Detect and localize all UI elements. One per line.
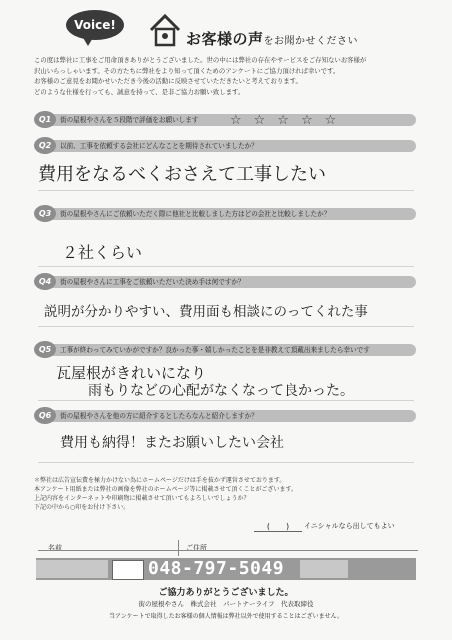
answer-rule [38, 190, 414, 191]
question-text: 工事が終わってみていかがですか？良かった事・嬉しかったことを是非教えて頂戴出来ましたら幸いです [60, 346, 370, 354]
intro-line: 沢山いらっしゃいます。その方たちに弊社をより知って頂くためのアンケートにご協力頂ければ幸いです。 [34, 66, 340, 75]
title-tail: をお聞かせください [263, 36, 359, 47]
footer-logo-area [36, 560, 108, 578]
answer-rule [38, 266, 414, 267]
publication-notes [34, 476, 424, 512]
intro-text [34, 55, 420, 97]
question-number: Q4 [34, 273, 56, 290]
question-text: 街の屋根やさんを他の方に紹介するとしたらなんと紹介しますか？ [60, 412, 258, 420]
question-number: Q2 [34, 137, 56, 154]
question-3-bar [36, 208, 416, 220]
thanks-text: ご協力ありがとうございました。 [158, 588, 294, 598]
question-1-bar [36, 114, 416, 126]
intro-line: お客様のご意見をお聞かせいただき今後の活動に反映させていただきたいと考えております。 [34, 77, 302, 86]
rating-stars[interactable]: ☆☆☆☆☆ [230, 113, 349, 128]
survey-header [62, 8, 392, 52]
question-number: Q3 [34, 205, 56, 222]
answer-5-line-2: 雨もりなどの心配がなくなって良かった。 [88, 383, 354, 399]
company-logo [112, 560, 144, 580]
field-divider [178, 540, 179, 556]
initial-label: イニシャルなら出してもよい [304, 522, 395, 530]
privacy-note: 当アンケートで取得したお客様の個人情報は弊社以外で使用することはございません。 [108, 613, 343, 620]
name-address-line [38, 550, 418, 551]
answer-3: ２社くらい [62, 243, 143, 262]
speech-bubble-tail [82, 36, 94, 46]
company-name: 街の屋根やさん 株式会社 パートナーライフ 代表取締役 [138, 600, 314, 608]
answer-rule [38, 326, 414, 327]
answer-2: 費用をなるべくおさえて工事したい [38, 164, 326, 185]
intro-line: どのような仕様を行っても、誠意を持って、是非ご協力お願い致します。 [34, 87, 245, 96]
answer-6: 費用も納得！またお願いしたい会社 [60, 435, 284, 451]
question-number: Q6 [34, 407, 56, 424]
house-icon [148, 12, 182, 48]
phone-number[interactable]: 048-797-5049 [148, 558, 285, 579]
intro-line: この度は弊社に工事をご用命頂きありがとうございました。世の中には弊社の存在やサービスをご存知ないお客様が [34, 56, 367, 64]
question-text: 街の屋根やさんにご依頼いただく際に他社と比較しました方はどの会社と比較しましたか？ [60, 210, 331, 218]
address-label: ご住所 [186, 544, 207, 552]
question-4-bar [36, 276, 416, 288]
note-line: ＊弊社は広告宣伝費を極力かけない為にホームページだけは手を抜かず運営させております。 [34, 477, 286, 484]
voice-speech-bubble: Voice! [66, 10, 124, 40]
answer-5-line-1: 瓦屋根がきれいになり [56, 364, 207, 382]
note-line: 上記内容をインターネットや印刷物に掲載させて頂いてもよろしいでしょうか？ [34, 495, 250, 502]
initial-field[interactable]: ( ) [254, 521, 302, 532]
note-line: 本アンケート用紙または弊社の画像を弊社のホームページ等に掲載させて頂くことがございます。 [34, 486, 298, 493]
question-text: 以前、工事を依頼する会社にどんなことを期待されていましたか？ [60, 142, 258, 150]
question-number: Q5 [34, 341, 56, 358]
title-main: お客様の声 [186, 30, 264, 48]
answer-rule [38, 462, 414, 463]
answer-4: 説明が分かりやすい、費用面も相談にのってくれた事 [44, 304, 368, 320]
question-6-bar [36, 410, 416, 422]
question-text: 街の屋根やさんに工事をご依頼いただいた決め手は何ですか？ [60, 278, 245, 286]
question-number: Q1 [34, 111, 56, 128]
answer-rule [38, 400, 414, 401]
question-5-bar [36, 344, 416, 356]
note-line: 下記の中から○印をお付け下さい。 [34, 504, 130, 511]
question-2-bar [36, 140, 416, 152]
name-label: 名前 [48, 544, 62, 552]
footer-badge [300, 560, 348, 578]
question-text: 街の屋根やさんを５段階で評価をお願いします [60, 116, 199, 124]
survey-title [186, 28, 358, 49]
